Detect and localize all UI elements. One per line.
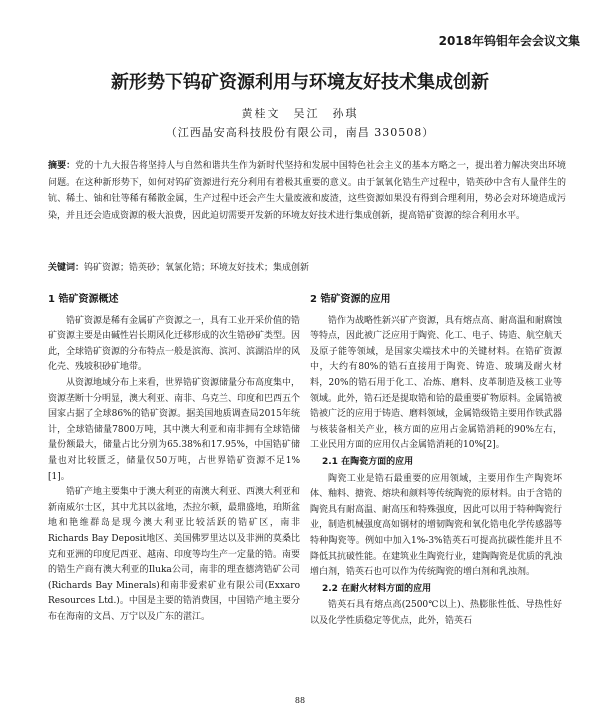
section-2-paragraph-1: 锆作为战略性新兴矿产资源，具有熔点高、耐高温和耐腐蚀等特点，因此被广泛应用于陶瓷、化工、电子、铸造、航空航天及原子能等领域，是国家尖端技术中的关键材料。在锆矿资源中，大约有80%的锆石直接用于陶瓷、铸造、玻璃及耐火材料，20%的锆石用于化工、冶炼、磨料、皮革制造及核工业等领域。此外，锆石还是提取锆和铪的最重要矿物原料。金属锆被锆被广泛的应用于铸造、磨料领域，金属锆级锆主要用作铁武器与核装备相关产业，核方面的应用占金属锆消耗的90%左右，工业民用方面的应用仅占金属锆消耗的10%[2]。 [310,315,563,451]
abstract [48,158,566,224]
section-1-heading: 1 锆矿资源概述 [48,294,119,305]
paper-authors: 黄桂文 吴江 孙琪 [241,107,359,120]
section-1-paragraph-3: 锆矿产地主要集中于澳大利亚的南澳大利亚、西澳大利亚和新南威尔士区，其中尤其以盆地，杰拉尔顿，最鼎盛地，珀斯盆地和艳维群岛是现今澳大利亚比较活跃的锆矿区，南非Richards Bay Deposit地区、美国佛罗里达以及非洲的莫桑比克和亚洲的印度尼西亚、越南、印度等均生产一定量的锆。南要的锆生产商有澳大利亚的Iluka公司，南非的理查德湾锆矿公司(Richards Bay Minerals)和南非爱索矿业有限公司(Exxaro Resources Ltd.)。中国是主要的锆消费国，中国锆产地主要分布在海南的文昌、万宁以及广东的湛江。 [48,487,301,622]
section-1-paragraph-1: 锆矿资源是稀有金属矿产资源之一，具有工业开采价值的锆矿资源主要是由碱性岩长期风化迁移形成的次生锆砂矿类型。因此，全球锆矿资源的分布特点一般是滨海、滨河、滨湖沿岸的风化壳、残坡积砂矿地带。 [48,315,301,373]
left-column [48,292,300,625]
subsection-2-1-heading: 2.1 在陶瓷方面的应用 [322,456,414,467]
section-1-paragraph-2: 从资源地域分布上来看，世界锆矿资源储量分布高度集中，资源垄断十分明显，澳大利亚、南非、乌克兰、印度和巴西五个国家占据了全球86%的锆矿资源。据美国地质调查局2015年统计，全球锆储量7800万吨，其中澳大利亚和南非拥有全球锆储量份额最大，储量占比分别为65.38%和17.95%，中国锆矿储量也对比较匮乏，储量仅50万吨，占世界锆矿资源不足1%[1]。 [48,377,301,482]
page-number: 88 [294,696,306,705]
paper-affiliation: （江西晶安高科技股份有限公司，南昌 330508） [165,126,435,139]
section-2-heading: 2 锆矿资源的应用 [310,294,391,305]
keywords-label: 关键词： [48,263,85,273]
keywords-text: 钨矿资源；锆英砂；氧氯化锆；环境友好技术；集成创新 [84,263,310,273]
subsection-2-2-heading: 2.2 在耐火材料方面的应用 [322,583,432,594]
running-header: 2018年钨钼年会会议文集 [438,34,580,48]
subsection-2-2-paragraph: 锆英石具有熔点高(2500℃以上)、热膨胀性低、导热性好以及化学性质稳定等优点，此外，锆英石 [310,600,562,626]
abstract-text: 党的十九大报告将坚持人与自然和谐共生作为新时代坚持和发展中国特色社会主义的基本方略之一，提出着力解决突出环境问题。在这种新形势下，如何对钨矿资源进行充分利用有着极其重要的意义。由于氯氧化锆生产过程中，锆英砂中含有人量伴生的钪、稀土、铀和钍等稀有稀散金属，生产过程中还会产生大量废液和废渣，这些资源如果没有得到合理利用，势必会对环境造成污染，并且还会造成资源的极大浪费，因此迫切需要开发新的环境友好技术进行集成创新，提高锆矿资源的综合利用水平。 [48,161,566,221]
subsection-2-1-paragraph: 陶瓷工业是锆石最重要的应用领域，主要用作生产陶瓷坏体、釉料、搪瓷、熔块和颜料等传统陶瓷的原材料。由于含锆的陶瓷具有耐高温、耐高压和特殊强度，因此可以用于特种陶瓷行业，制造机械强度高如钢材的增韧陶瓷和氧化锆电化学传感器等特种陶瓷等。例如中加入1%-3%锆英石可提高抗碳性能并且不降低其抗破性能。在建筑业生陶瓷行业，建陶陶瓷是优质的乳浊增白剂，锆英石也可以作为传统陶瓷的增白剂和乳浊剂。 [310,473,563,578]
paper-title: 新形势下钨矿资源利用与环境友好技术集成创新 [111,72,489,93]
abstract-label: 摘要： [48,161,76,171]
right-column [310,292,562,629]
keywords [48,260,566,276]
